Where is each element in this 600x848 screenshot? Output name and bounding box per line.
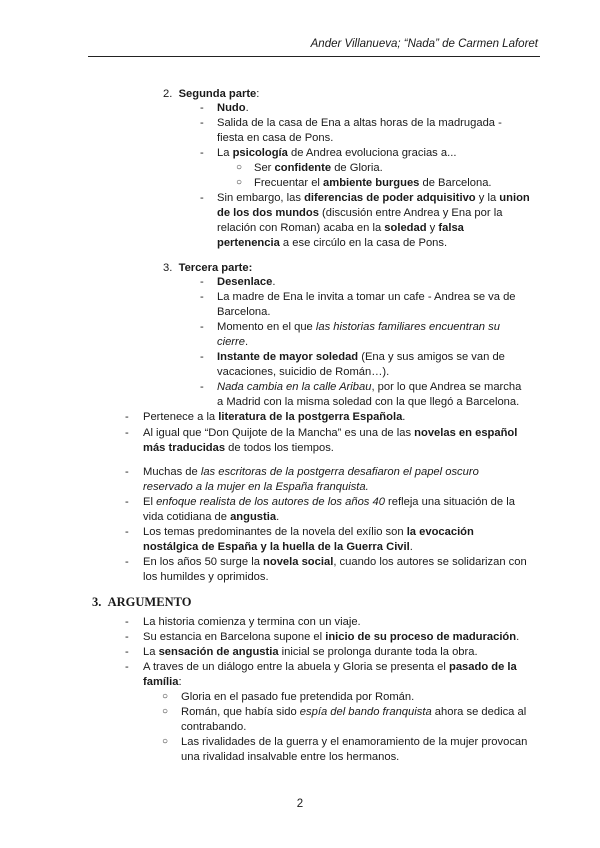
section-title: ARGUMENTO (107, 595, 192, 609)
argument-item: La sensación de angustia inicial se prolonga durante toda la obra. (143, 646, 478, 658)
note-item: Los temas predominantes de la novela del exílio son la evocación (143, 526, 474, 538)
list-item-cont: cierre. (217, 336, 249, 348)
part3-heading: 3. Tercera parte: (163, 262, 253, 274)
dash-bullet: - (200, 321, 204, 333)
list-item: La psicología de Andrea evoluciona gracias a... (217, 147, 457, 159)
dash-bullet: - (200, 291, 204, 303)
page-number: 2 (296, 798, 304, 810)
note-item: Pertenece a la literatura de la postgerra Española. (143, 411, 406, 423)
argument-item: A traves de un diálogo entre la abuela y Gloria se presenta el pasado de la (143, 661, 517, 673)
dash-bullet: - (125, 466, 129, 478)
dash-bullet: - (200, 117, 204, 129)
note-item-cont: más traducidas de todos los tiempos. (143, 442, 334, 454)
list-item: La madre de Ena le invita a tomar un cafe - Andrea se va de (217, 291, 516, 303)
note-item-cont: los humildes y oprimidos. (143, 571, 269, 583)
circle-bullet: ○ (162, 706, 169, 717)
part2-heading: 2. Segunda parte: (163, 88, 260, 100)
list-item: Nada cambia en la calle Aribau, por lo que Andrea se marcha (217, 381, 522, 393)
sub-list-item-cont: contrabando. (181, 721, 247, 733)
dash-bullet: - (125, 411, 129, 423)
list-item-cont: pertenencia a ese circúlo en la casa de Pons. (217, 237, 448, 249)
dash-bullet: - (125, 556, 129, 568)
dash-bullet: - (125, 646, 129, 658)
dash-bullet: - (125, 631, 129, 643)
dash-bullet: - (200, 381, 204, 393)
sub-list-item-cont: una rivalidad insalvable entre los hermanos. (181, 751, 400, 763)
argument-item-cont: família: (143, 676, 182, 688)
list-item-cont: vacaciones, suicidio de Román…). (217, 366, 390, 378)
note-item-cont: nostálgica de España y la huella de la Guerra Civil. (143, 541, 413, 553)
sub-list-item: Román, que había sido espía del bando franquista ahora se dedica al (181, 706, 527, 718)
note-item: Muchas de las escritoras de la postgerra desafiaron el papel oscuro (143, 466, 479, 478)
note-item: Al igual que “Don Quijote de la Mancha” es una de las novelas en español (143, 427, 518, 439)
dash-bullet: - (125, 427, 129, 439)
list-item-cont: relación con Roman) acaba en la soledad y falsa (217, 222, 464, 234)
circle-bullet: ○ (236, 162, 243, 173)
list-item-cont: a Madrid con la misma soledad con la que llegó a Barcelona. (217, 396, 520, 408)
dash-bullet: - (125, 496, 129, 508)
note-item: En los años 50 surge la novela social, cuando los autores se solidarizan con (143, 556, 527, 568)
dash-bullet: - (125, 526, 129, 538)
section-number: 3. (92, 595, 102, 609)
list-item: Sin embargo, las diferencias de poder adquisitivo y la union (217, 192, 530, 204)
sub-list-item: Frecuentar el ambiente burgues de Barcelona. (254, 177, 492, 189)
argument-item: Su estancia en Barcelona supone el inicio de su proceso de maduración. (143, 631, 520, 643)
list-item-cont: Barcelona. (217, 306, 271, 318)
note-item: El enfoque realista de los autores de los años 40 refleja una situación de la (143, 496, 515, 508)
circle-bullet: ○ (162, 691, 169, 702)
part3-title: Tercera parte (178, 262, 249, 274)
argument-item: La historia comienza y termina con un viaje. (143, 616, 361, 628)
sub-list-item: Las rivalidades de la guerra y el enamoramiento de la mujer provocan (181, 736, 528, 748)
part2-title: Segunda parte (178, 88, 257, 100)
list-item: Instante de mayor soledad (Ena y sus amigos se van de (217, 351, 505, 363)
list-item-cont: de los dos mundos (discusión entre Andrea y Ena por la (217, 207, 503, 219)
dash-bullet: - (200, 147, 204, 159)
dash-bullet: - (200, 351, 204, 363)
dash-bullet: - (125, 616, 129, 628)
page-header: Ander Villanueva; “Nada” de Carmen Laforet (310, 38, 538, 50)
dash-bullet: - (200, 102, 204, 114)
sub-list-item: Gloria en el pasado fue pretendida por Román. (181, 691, 415, 703)
part2-number: 2. (163, 88, 173, 100)
dash-bullet: - (200, 276, 204, 288)
list-item: Desenlace. (217, 276, 276, 288)
list-item: Momento en el que las historias familiares encuentran su (217, 321, 500, 333)
note-item-cont: vida cotidiana de angustia. (143, 511, 280, 523)
dash-bullet: - (125, 661, 129, 673)
dash-bullet: - (200, 192, 204, 204)
note-item-cont: reservado a la mujer en la España franquista. (143, 481, 369, 493)
list-item: Salida de la casa de Ena a altas horas de la madrugada - (217, 117, 502, 129)
list-item: Nudo. (217, 102, 249, 114)
list-item-cont: fiesta en casa de Pons. (217, 132, 334, 144)
section-heading (92, 595, 191, 610)
part3-number: 3. (163, 262, 173, 274)
sub-list-item: Ser confidente de Gloria. (254, 162, 383, 174)
circle-bullet: ○ (162, 736, 169, 747)
circle-bullet: ○ (236, 177, 243, 188)
header-rule (88, 56, 540, 57)
